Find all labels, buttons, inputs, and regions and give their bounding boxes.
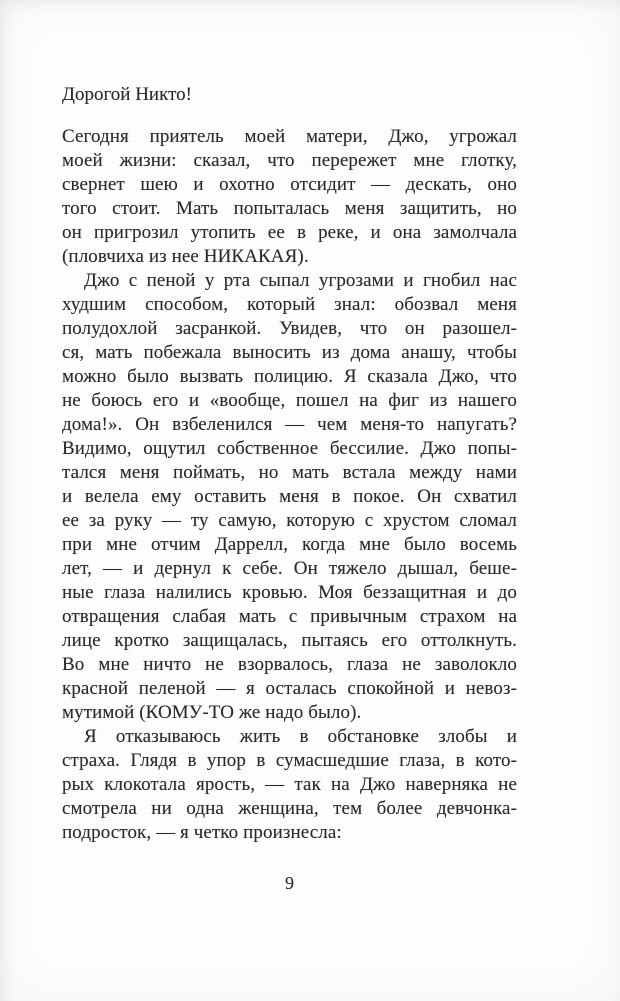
text-line: можно было вызвать полицию. Я сказала Джо, что [62,366,517,387]
text-line: отвращения слабая мать с привычным страхом на [62,606,517,627]
text-line: Сегодня приятель моей матери, Джо, угрожал [62,126,517,147]
body-paragraphs [62,125,517,845]
text-line: Джо с пеной у рта сыпал угрозами и гнобил нас [84,270,517,291]
text-line: свернет шею и охотно отсидит — дескать, оно [62,174,517,195]
paragraph [62,725,517,845]
text-line: тался меня поймать, но мать встала между нами [62,462,517,483]
paragraph [62,125,517,269]
text-line: подросток, — я четко произнесла: [62,822,342,843]
text-line: рых клокотала ярость, — так на Джо наверняка не [62,774,517,795]
letter-salutation: Дорогой Никто! [62,84,192,105]
text-line: того стоит. Мать попыталась меня защитить, но [62,198,517,219]
text-line: Я отказываюсь жить в обстановке злобы и [84,726,517,747]
text-line: ся, мать побежала выносить из дома анашу, чтобы [62,342,517,363]
text-line: Видимо, ощутил собственное бессилие. Джо попы- [62,438,517,459]
text-line: Во мне ничто не взорвалось, глаза не заволокло [62,654,517,675]
text-line: мутимой (КОМУ-ТО же надо было). [62,702,362,723]
page-text-block [62,83,517,845]
text-line: моей жизни: сказал, что перережет мне глотку, [62,150,517,171]
text-line: полудохлой засранкой. Увидев, что он разошел- [62,318,517,339]
text-line: дома!». Он взбеленился — чем меня-то напугать? [62,414,517,435]
text-line: лет, — и дернул к себе. Он тяжело дышал, беше- [62,558,517,579]
page-number: 9 [285,873,294,893]
text-line: не боюсь его и «вообще, пошел на фиг из нашего [62,390,517,411]
text-line: при мне отчим Даррелл, когда мне было восемь [62,534,517,555]
text-line: страха. Глядя в упор в сумасшедшие глаза, в кото- [62,750,517,771]
text-line: лице кротко защищалась, пытаясь его оттолкнуть. [62,630,517,651]
text-line: смотрела ни одна женщина, тем более девчонка- [62,798,517,819]
text-line: ные глаза налились кровью. Моя беззащитная и до [62,582,517,603]
text-line: красной пеленой — я осталась спокойной и невоз- [62,678,517,699]
text-line: худшим способом, который знал: обозвал меня [62,294,517,315]
paragraph [62,269,517,725]
text-line: ее за руку — ту самую, которую с хрустом сломал [62,510,517,531]
text-line: он пригрозил утопить ее в реке, и она замолчала [62,222,517,243]
text-line: и велела ему оставить меня в покое. Он схватил [62,486,517,507]
text-line: (пловчиха из нее НИКАКАЯ). [62,246,309,267]
